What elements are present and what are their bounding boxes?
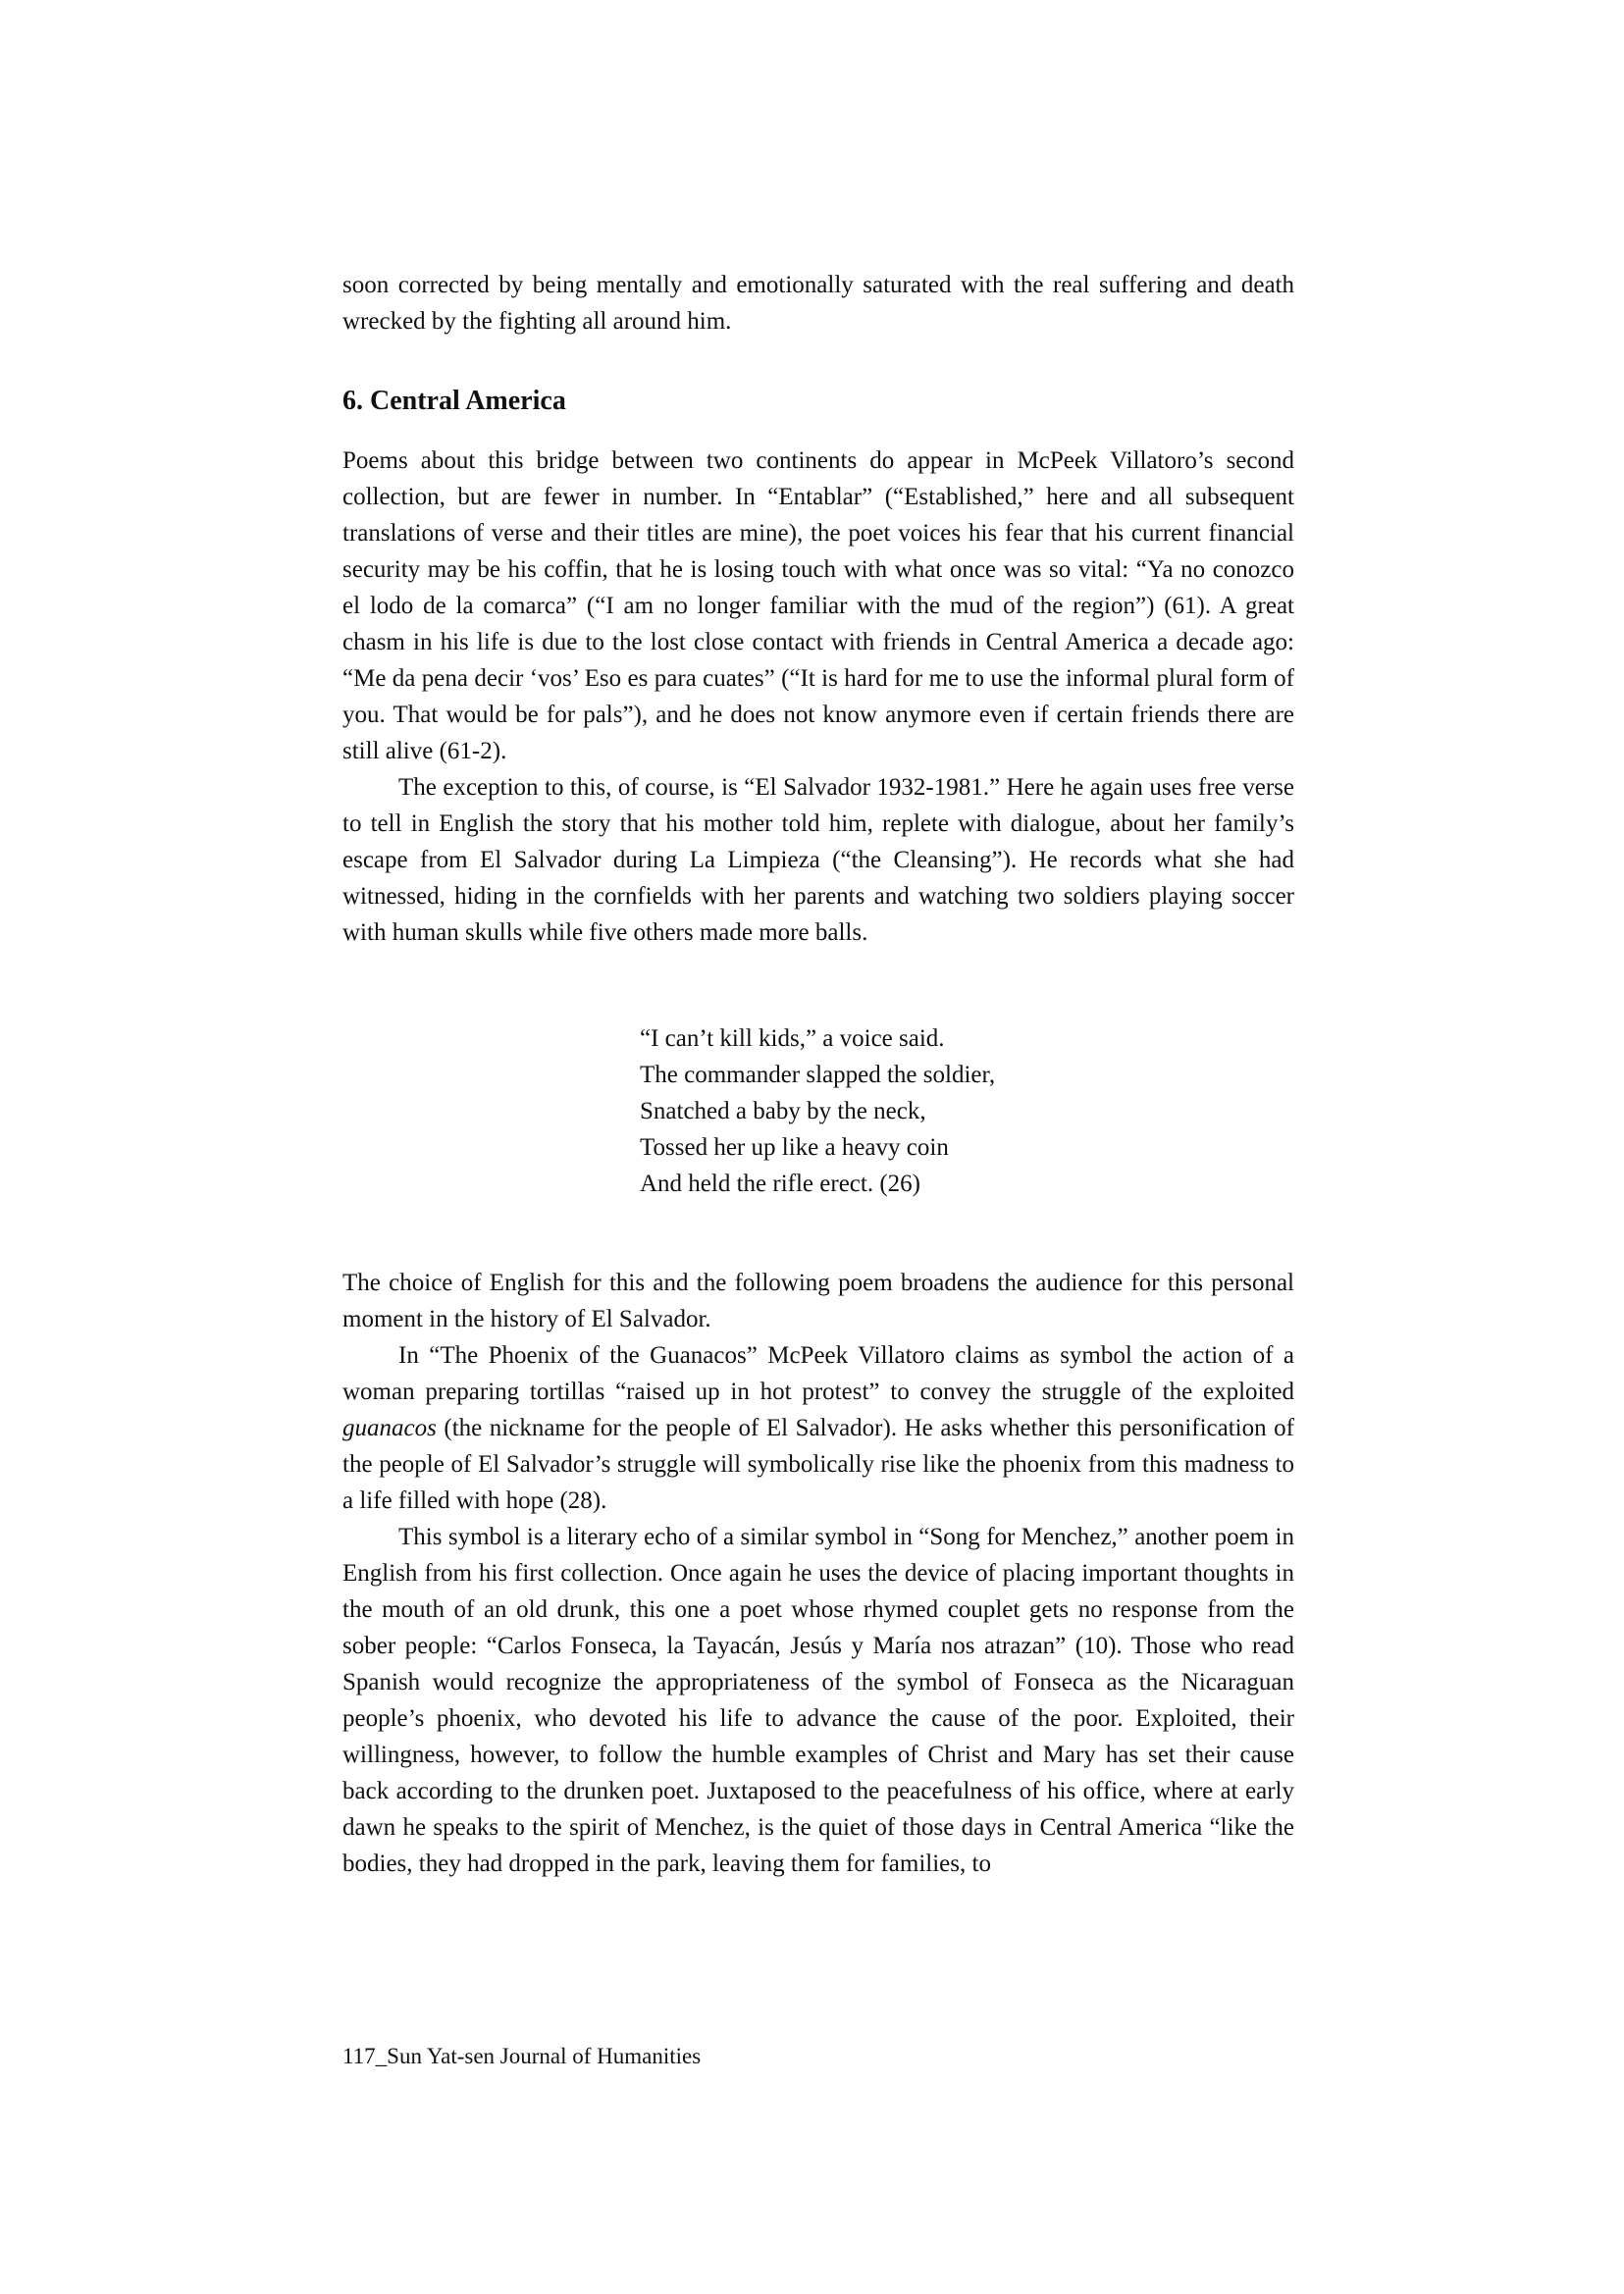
body-paragraph: Poems about this bridge between two continents do appear in McPeek Villatoro’s second collection, but are fewer in number. In “Entablar” (“Established,” here and all subsequent translations of verse and their titles are mine), the poet voices his fear that his current financial security may be his coffin, that he is losing touch with what once was so vital: “Ya no conozco el lodo de la comarca” (“I am no longer familiar with the mud of the region”) (61). A great chasm in his life is due to the lost close contact with friends in Central America a decade ago: “Me da pena decir ‘vos’ Eso es para cuates” (“It is hard for me to use the informal plural form of you. That would be for pals”), and he does not know anymore even if certain friends there are still alive (61-2). (342, 447, 1294, 764)
section-heading: 6. Central America (342, 386, 566, 416)
paragraph-text: In “The Phoenix of the Guanacos” McPeek Villatoro claims as symbol the action of a woman preparing tortillas “raised up in hot protest” to convey the struggle of the exploited (342, 1342, 1294, 1405)
verse-line: The commander slapped the soldier, (640, 1062, 996, 1088)
body-paragraph: The choice of English for this and the following poem broadens the audience for this personal moment in the history of El Salvador. (342, 1270, 1294, 1332)
carryover-paragraph: soon corrected by being mentally and emotionally saturated with the real suffering and death wrecked by the fighting all around him. (342, 272, 1294, 335)
verse-line: “I can’t kill kids,” a voice said. (640, 1025, 945, 1052)
verse-line: Tossed her up like a heavy coin (640, 1134, 949, 1161)
verse-line: Snatched a baby by the neck, (640, 1098, 926, 1124)
page-footer: 117_Sun Yat-sen Journal of Humanities (342, 2044, 702, 2068)
body-paragraph (342, 1337, 1294, 1519)
verse-line: And held the rifle erect. (26) (640, 1171, 920, 1197)
body-paragraph: The exception to this, of course, is “El Salvador 1932-1981.” Here he again uses free verse to tell in English the story that his mother told him, replete with dialogue, about her family’s escape from El Salvador during La Limpieza (“the Cleansing”). He records what she had witnessed, hiding in the cornfields with her parents and watching two soldiers playing soccer with human skulls while five others made more balls. (342, 774, 1294, 946)
page-body (342, 267, 1294, 1882)
italic-term: guanacos (342, 1415, 437, 1441)
body-paragraph: This symbol is a literary echo of a similar symbol in “Song for Menchez,” another poem in English from his first collection. Once again he uses the device of placing important thoughts in the mouth of an old drunk, this one a poet whose rhymed couplet gets no response from the sober people: “Carlos Fonseca, la Tayacán, Jesús y María nos atrazan” (10). Those who read Spanish would recognize the appropriateness of the symbol of Fonseca as the Nicaraguan people’s phoenix, who devoted his life to advance the cause of the poor. Exploited, their willingness, however, to follow the humble examples of Christ and Mary has set their cause back according to the drunken poet. Juxtaposed to the peacefulness of his office, where at early dawn he speaks to the spirit of Menchez, is the quiet of those days in Central America “like the bodies, they had dropped in the park, leaving them for families, to (342, 1524, 1294, 1877)
paragraph-text: (the nickname for the people of El Salvador). He asks whether this personification of the people of El Salvador’s struggle will symbolically rise like the phoenix from this madness to a life filled with hope (28). (342, 1415, 1294, 1514)
verse-quotation (640, 1020, 1150, 1202)
